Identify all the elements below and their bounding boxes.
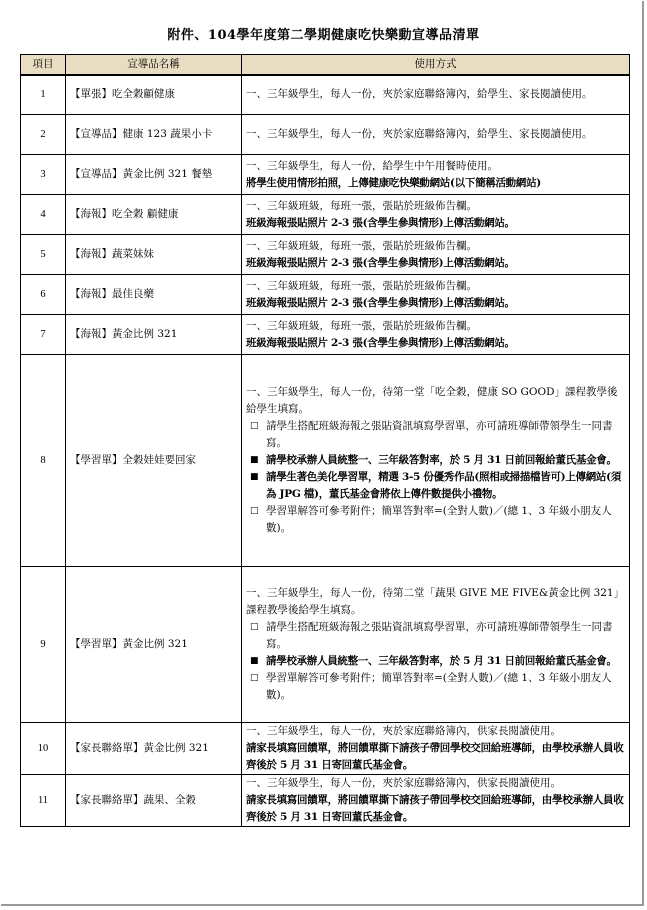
row-usage (242, 155, 630, 195)
square-bullet-icon: ■ (250, 455, 259, 465)
row-item-name: 【宣導品】健康 123 蔬果小卡 (66, 115, 242, 155)
handout-list-table (20, 54, 630, 827)
usage-instruction-bold: 請家長填寫回饋單，將回饋單撕下請孩子帶回學校交回給班導師，由學校承辦人員收齊後於 5 月 31 日寄回董氏基金會。 (246, 794, 624, 823)
bullet-text: 學習單解答可參考附件；簡單答對率=(全對人數)／(總 1、3 年級小朋友人數)。 (266, 672, 612, 701)
hollow-square-bullet-icon: □ (250, 506, 259, 516)
usage-text: 一、三年級學生，每人一份，夾於家庭聯絡簿內，供家長閱讀使用。 (246, 777, 561, 789)
hollow-square-bullet-icon: □ (250, 421, 259, 431)
bullet-item (246, 670, 625, 704)
table-row (21, 355, 630, 567)
table-row (21, 315, 630, 355)
row-item-name: 【學習單】黃金比例 321 (66, 567, 242, 723)
row-usage (242, 775, 630, 827)
row-usage (242, 195, 630, 235)
usage-text: 一、三年級班級，每班一張，張貼於班級佈告欄。 (246, 319, 477, 332)
usage-text: 一、三年級學生，每人一份，夾於家庭聯絡簿內，供家長閱讀使用。 (246, 725, 561, 737)
table-body (21, 75, 630, 827)
bullet-text: 請學生著色美化學習單，精選 3-5 份優秀作品(照相或掃描檔皆可)上傳網站(須為 JPG 檔)，董氏基金會將依上傳件數提供小禮物。 (266, 471, 621, 500)
header-no: 項目 (21, 55, 66, 75)
header-item: 宣導品名稱 (66, 55, 242, 75)
row-usage (242, 75, 630, 115)
bullet-text: 請學校承辦人員統整一、三年級答對率，於 5 月 31 日前回報給董氏基金會。 (266, 655, 617, 667)
hollow-square-bullet-icon: □ (250, 622, 259, 632)
header-usage: 使用方式 (242, 55, 630, 75)
usage-intro: 一、三年級學生，每人一份，待第二堂「蔬果 GIVE ME FIVE&黃金比例 321」課程教學後給學生填寫。 (246, 587, 625, 616)
row-number: 6 (21, 275, 66, 315)
hollow-square-bullet-icon: □ (250, 673, 259, 683)
usage-instruction-bold: 班級海報張貼照片 2-3 張(含學生參與情形)上傳活動網站。 (246, 296, 515, 309)
usage-instruction-bold: 班級海報張貼照片 2-3 張(含學生參與情形)上傳活動網站。 (246, 216, 515, 229)
bullet-text: 學習單解答可參考附件；簡單答對率=(全對人數)／(總 1、3 年級小朋友人數)。 (266, 505, 612, 534)
row-usage (242, 315, 630, 355)
table-row (21, 75, 630, 115)
row-usage (242, 723, 630, 775)
table-row (21, 195, 630, 235)
row-number: 2 (21, 115, 66, 155)
row-item-name: 【家長聯絡單】蔬果、全穀 (66, 775, 242, 827)
square-bullet-icon: ■ (250, 656, 259, 666)
row-usage (242, 275, 630, 315)
row-item-name: 【單張】吃全穀顧健康 (66, 75, 242, 115)
row-usage (242, 235, 630, 275)
usage-instruction-bold: 班級海報張貼照片 2-3 張(含學生參與情形)上傳活動網站。 (246, 256, 515, 269)
usage-instruction-bold: 請家長填寫回饋單，將回饋單撕下請孩子帶回學校交回給班導師，由學校承辦人員收齊後於 5 月 31 日寄回董氏基金會。 (246, 742, 624, 771)
bullet-item (246, 452, 625, 469)
row-item-name: 【海報】最佳良藥 (66, 275, 242, 315)
table-row (21, 155, 630, 195)
row-item-name: 【海報】蔬菜妹妹 (66, 235, 242, 275)
bullet-item (246, 503, 625, 537)
row-number: 1 (21, 75, 66, 115)
usage-text: 一、三年級學生，每人一份，夾於家庭聯絡簿內，給學生、家長閱讀使用。 (246, 88, 593, 101)
row-usage (242, 355, 630, 567)
document-title: 附件、104學年度第二學期健康吃快樂動宣導品清單 (167, 28, 480, 43)
table-row (21, 775, 630, 827)
row-usage (242, 567, 630, 723)
usage-instruction-bold: 班級海報張貼照片 2-3 張(含學生參與情形)上傳活動網站。 (246, 336, 515, 349)
row-number: 10 (21, 723, 66, 775)
row-number: 11 (21, 775, 66, 827)
row-item-name: 【家長聯絡單】黃金比例 321 (66, 723, 242, 775)
usage-intro: 一、三年級學生，每人一份，待第一堂「吃全穀，健康 SO GOOD」課程教學後給學生填寫。 (246, 386, 618, 415)
table-row (21, 275, 630, 315)
table-header-row (21, 55, 630, 75)
row-usage (242, 115, 630, 155)
usage-text: 一、三年級班級，每班一張，張貼於班級佈告欄。 (246, 239, 477, 252)
square-bullet-icon: ■ (250, 472, 259, 482)
bullet-text: 請學生搭配班級海報之張貼資訊填寫學習單，亦可請班導師帶領學生一同書寫。 (266, 420, 613, 449)
row-number: 3 (21, 155, 66, 195)
bullet-text: 請學校承辦人員統整一、三年級答對率，於 5 月 31 日前回報給董氏基金會。 (266, 454, 617, 466)
usage-text: 一、三年級班級，每班一張，張貼於班級佈告欄。 (246, 199, 477, 212)
bullet-item (246, 469, 625, 503)
bullet-item (246, 619, 625, 653)
bullet-text: 請學生搭配班級海報之張貼資訊填寫學習單，亦可請班導師帶領學生一同書寫。 (266, 621, 613, 650)
row-number: 5 (21, 235, 66, 275)
table-row (21, 567, 630, 723)
row-item-name: 【海報】吃全穀 顧健康 (66, 195, 242, 235)
table-row (21, 115, 630, 155)
table-row (21, 235, 630, 275)
row-number: 4 (21, 195, 66, 235)
row-item-name: 【海報】黃金比例 321 (66, 315, 242, 355)
usage-text: 一、三年級學生，每人一份，給學生中午用餐時使用。 (246, 159, 498, 172)
row-number: 8 (21, 355, 66, 567)
row-item-name: 【學習單】全穀娃娃要回家 (66, 355, 242, 567)
row-number: 9 (21, 567, 66, 723)
table-row (21, 723, 630, 775)
usage-instruction-bold: 將學生使用情形拍照，上傳健康吃快樂動網站(以下簡稱活動網站) (246, 176, 541, 189)
row-number: 7 (21, 315, 66, 355)
row-item-name: 【宣導品】黃金比例 321 餐墊 (66, 155, 242, 195)
usage-text: 一、三年級學生，每人一份，夾於家庭聯絡簿內，給學生、家長閱讀使用。 (246, 128, 593, 140)
usage-text: 一、三年級班級，每班一張，張貼於班級佈告欄。 (246, 279, 477, 292)
bullet-item (246, 653, 625, 670)
bullet-item (246, 418, 625, 452)
